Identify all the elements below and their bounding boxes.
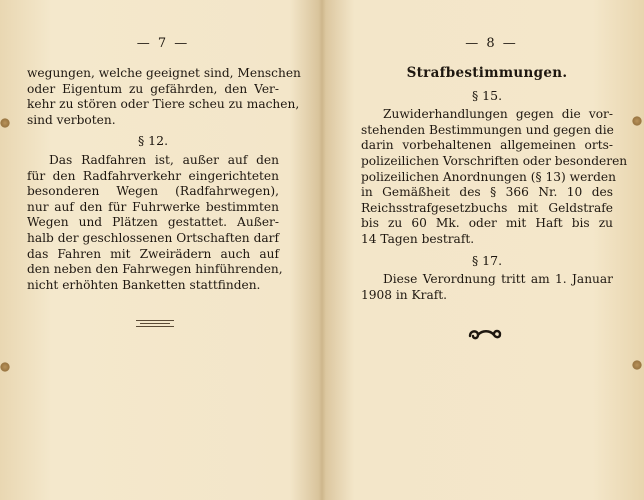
section-title: Strafbestimmungen. xyxy=(406,65,568,81)
section-heading: § 12. xyxy=(137,133,169,149)
text-line: Zuwiderhandlungen gegen die vor- xyxy=(383,107,613,122)
page-text xyxy=(361,65,628,303)
text-line: Reichsstrafgesetzbuchs mit Geldstrafe xyxy=(361,200,613,215)
text-line: Diese Verordnung tritt am 1. Januar xyxy=(383,272,613,287)
text-line: polizeilichen Anordnungen (§ 13) werden xyxy=(361,169,616,184)
text-line: den neben den Fahrwegen hinführenden, xyxy=(27,262,283,277)
text-line: wegungen, welche geeignet sind, Menschen xyxy=(27,66,301,80)
text-line: 1908 in Kraft. xyxy=(361,287,447,302)
text-line: besonderen Wegen (Radfahrwegen), xyxy=(27,184,279,199)
text-line: oder Eigentum zu gefährden, den Ver- xyxy=(27,81,279,96)
text-line: in Gemäßheit des § 366 Nr. 10 des xyxy=(361,185,613,200)
page-text xyxy=(27,66,301,293)
text-line: Wegen und Plätzen gestattet. Außer- xyxy=(27,215,279,230)
text-line: das Fahren mit Zweirädern auch auf xyxy=(27,246,279,261)
swirl-ornament xyxy=(466,326,506,342)
right-page xyxy=(323,0,644,500)
text-line: nur auf den für Fuhrwerke bestimmten xyxy=(27,199,279,214)
text-line: kehr zu stören oder Tiere scheu zu machen, xyxy=(27,97,300,112)
text-line: Das Radfahren ist, außer auf den xyxy=(49,152,279,167)
text-line: halb der geschlossenen Ortschaften darf xyxy=(27,230,279,245)
section-heading: § 17. xyxy=(471,252,503,268)
divider-ornament xyxy=(136,318,174,329)
section-heading: § 15. xyxy=(471,87,503,103)
text-line: nicht erhöhten Banketten stattfinden. xyxy=(27,277,261,292)
text-line: 14 Tagen bestraft. xyxy=(361,231,475,246)
text-line: für den Radfahrverkehr eingerichteten xyxy=(27,168,279,183)
page-number: — 8 — xyxy=(465,36,518,51)
text-line: sind verboten. xyxy=(27,112,116,127)
page-number: — 7 — xyxy=(136,36,190,51)
text-line: stehenden Bestimmungen und gegen die xyxy=(361,122,614,137)
text-line: darin vorbehaltenen allgemeinen orts- xyxy=(361,138,613,153)
text-line: polizeilichen Vorschriften oder besonderen xyxy=(361,153,628,168)
text-line: bis zu 60 Mk. oder mit Haft bis zu xyxy=(361,216,613,231)
